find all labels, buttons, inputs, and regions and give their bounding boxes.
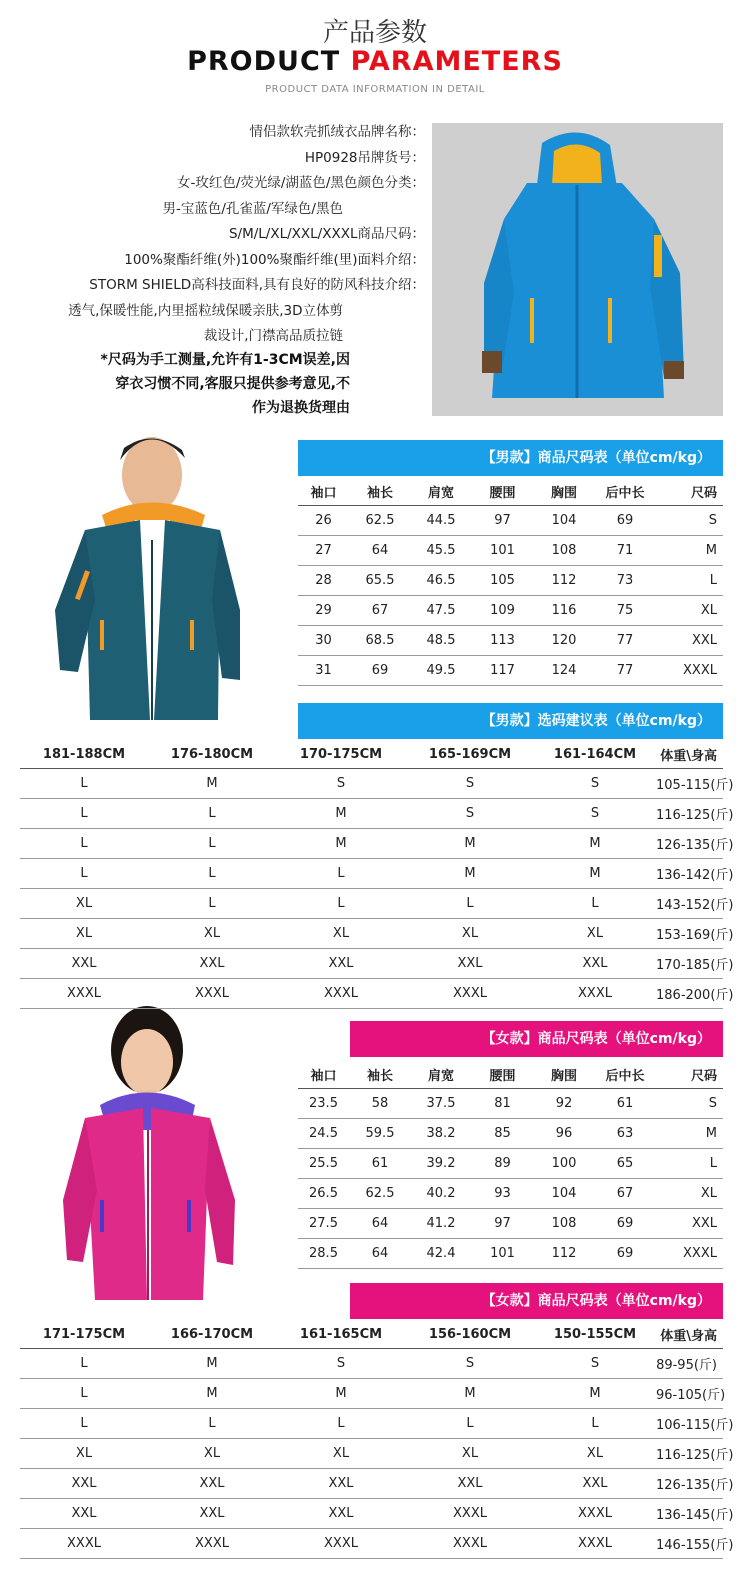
table-row (20, 1439, 723, 1469)
info-key: 面料介绍： (357, 251, 425, 268)
table-cell: 69 (594, 1209, 656, 1239)
table-cell: 113 (471, 626, 534, 656)
row-label-cell: 89-95(斤) (656, 1349, 723, 1379)
table-cell: S (406, 769, 534, 799)
women-fit-chart (20, 1321, 734, 1559)
product-photo-blue-jacket (432, 123, 723, 416)
row-label-cell: 105-115(斤) (656, 769, 723, 799)
info-row (15, 299, 425, 325)
table-row (298, 566, 723, 596)
product-info (15, 120, 425, 350)
table-row (20, 1529, 723, 1559)
col-header: 腰围 (471, 1061, 534, 1089)
table-cell: XXXL (406, 979, 534, 1009)
row-label-cell: 116-125(斤) (656, 1439, 723, 1469)
table-cell: S (276, 1349, 406, 1379)
product-photo-man (40, 420, 245, 730)
table-cell: 81 (471, 1089, 534, 1119)
table-cell: 62.5 (349, 1179, 411, 1209)
table-cell: XXL (406, 1469, 534, 1499)
col-header: 尺码 (656, 1061, 723, 1089)
info-row (15, 197, 425, 223)
table-cell: 116 (534, 596, 594, 626)
table-cell: XXXL (534, 979, 656, 1009)
table-cell: XXL (20, 949, 148, 979)
info-row (15, 248, 425, 274)
section-subtitle: PRODUCT DATA INFORMATION IN DETAIL (265, 84, 485, 95)
info-key: 科技介绍： (357, 277, 425, 293)
table-cell: XXL (276, 949, 406, 979)
table-cell: XXXL (20, 979, 148, 1009)
info-row (15, 222, 425, 248)
women-size-chart (298, 1061, 723, 1269)
table-cell: XXXL (406, 1529, 534, 1559)
women-fit-banner: 【女款】商品尺码表（单位cm/kg） (350, 1283, 723, 1319)
table-cell: 73 (594, 566, 656, 596)
col-header: 袖长 (349, 1061, 411, 1089)
table-cell: XXL (20, 1499, 148, 1529)
table-cell: 68.5 (349, 626, 411, 656)
row-label-cell: 143-152(斤) (656, 889, 723, 919)
col-header: 体重\身高 (656, 741, 723, 769)
men-fit-table (20, 741, 734, 1009)
table-cell: XL (276, 919, 406, 949)
table-cell: 93 (471, 1179, 534, 1209)
table-row (298, 1179, 723, 1209)
table-cell: M (534, 1379, 656, 1409)
col-header: 170-175CM (276, 741, 406, 769)
table-cell: 112 (534, 1239, 594, 1269)
table-cell: XXL (276, 1469, 406, 1499)
table-cell: L (20, 1379, 148, 1409)
table-row (20, 859, 723, 889)
table-cell: L (406, 889, 534, 919)
table-cell: 65 (594, 1149, 656, 1179)
table-cell: 64 (349, 536, 411, 566)
info-key: 商品尺码： (357, 226, 425, 242)
table-header-row (298, 478, 723, 506)
table-cell: XL (148, 919, 276, 949)
table-cell: S (406, 1349, 534, 1379)
row-label-cell: 116-125(斤) (656, 799, 723, 829)
table-cell: XXL (148, 1469, 276, 1499)
men-fit-chart (20, 741, 734, 1009)
col-header: 165-169CM (406, 741, 534, 769)
table-row (20, 919, 723, 949)
table-cell: 31 (298, 656, 349, 686)
table-row (20, 979, 723, 1009)
table-cell: M (406, 1379, 534, 1409)
row-label-cell: M (656, 536, 723, 566)
table-cell: XXXL (148, 979, 276, 1009)
table-cell: 69 (594, 506, 656, 536)
table-cell: XXL (534, 949, 656, 979)
table-cell: 101 (471, 1239, 534, 1269)
table-cell: 27 (298, 536, 349, 566)
table-cell: XXXL (534, 1529, 656, 1559)
table-cell: 41.2 (411, 1209, 471, 1239)
row-label-cell: S (656, 506, 723, 536)
col-header: 袖口 (298, 1061, 349, 1089)
col-header: 袖长 (349, 478, 411, 506)
table-cell: 25.5 (298, 1149, 349, 1179)
row-label-cell: 170-185(斤) (656, 949, 723, 979)
table-cell: XXXL (276, 979, 406, 1009)
col-header: 156-160CM (406, 1321, 534, 1349)
women-fit-banner-wrap (350, 1283, 723, 1319)
table-cell: 97 (471, 506, 534, 536)
table-cell: 28.5 (298, 1239, 349, 1269)
table-cell: 44.5 (411, 506, 471, 536)
table-cell: S (276, 769, 406, 799)
table-cell: XL (406, 1439, 534, 1469)
table-cell: 92 (534, 1089, 594, 1119)
table-cell: XXXL (406, 1499, 534, 1529)
col-header: 肩宽 (411, 478, 471, 506)
table-cell: XL (20, 919, 148, 949)
table-cell: XXXL (534, 1499, 656, 1529)
table-cell: M (406, 829, 534, 859)
table-header-row (298, 1061, 723, 1089)
row-label-cell: XXL (656, 1209, 723, 1239)
table-cell: 77 (594, 626, 656, 656)
row-label-cell: L (656, 566, 723, 596)
col-header: 176-180CM (148, 741, 276, 769)
row-label-cell: 186-200(斤) (656, 979, 723, 1009)
row-label-cell: 153-169(斤) (656, 919, 723, 949)
info-row (15, 273, 425, 299)
table-cell: XXL (534, 1469, 656, 1499)
table-cell: S (406, 799, 534, 829)
size-note-line: 穿衣习惯不同,客服只提供参考意见,不 (115, 376, 350, 392)
table-cell: 48.5 (411, 626, 471, 656)
table-row (298, 1149, 723, 1179)
info-value: 情侣款软壳抓绒衣 (249, 124, 358, 140)
info-key: 吊牌货号： (357, 149, 425, 166)
info-value: 100%聚酯纤维(外)100%聚酯纤维(里) (124, 251, 358, 268)
col-header: 161-164CM (534, 741, 656, 769)
table-cell: 26 (298, 506, 349, 536)
table-cell: 38.2 (411, 1119, 471, 1149)
table-cell: 101 (471, 536, 534, 566)
table-cell: L (148, 859, 276, 889)
table-cell: 89 (471, 1149, 534, 1179)
table-cell: L (276, 1409, 406, 1439)
col-header: 后中长 (594, 1061, 656, 1089)
table-cell: XXXL (20, 1529, 148, 1559)
table-cell: L (148, 1409, 276, 1439)
info-value: STORM SHIELD高科技面料,具有良好的防风 (89, 277, 358, 293)
table-cell: 28 (298, 566, 349, 596)
row-label-cell: 96-105(斤) (656, 1379, 723, 1409)
table-cell: M (148, 769, 276, 799)
info-row (15, 146, 425, 172)
table-cell: L (20, 1409, 148, 1439)
col-header: 肩宽 (411, 1061, 471, 1089)
table-row (298, 506, 723, 536)
men-fit-banner-wrap (298, 703, 723, 739)
table-row (298, 1209, 723, 1239)
info-key: 品牌名称： (357, 124, 425, 140)
table-cell: 63 (594, 1119, 656, 1149)
table-cell: 77 (594, 656, 656, 686)
table-cell: L (20, 1349, 148, 1379)
col-header: 161-165CM (276, 1321, 406, 1349)
table-cell: 49.5 (411, 656, 471, 686)
table-cell: M (276, 1379, 406, 1409)
table-cell: L (276, 889, 406, 919)
table-cell: M (534, 859, 656, 889)
table-cell: XXXL (276, 1529, 406, 1559)
table-cell: 75 (594, 596, 656, 626)
row-label-cell: 136-142(斤) (656, 859, 723, 889)
table-cell: 117 (471, 656, 534, 686)
table-row (20, 1349, 723, 1379)
title-en-black: PRODUCT (187, 46, 351, 77)
col-header: 166-170CM (148, 1321, 276, 1349)
table-cell: 47.5 (411, 596, 471, 626)
table-cell: L (148, 829, 276, 859)
col-header: 150-155CM (534, 1321, 656, 1349)
table-cell: 120 (534, 626, 594, 656)
table-cell: 64 (349, 1239, 411, 1269)
row-label-cell: 106-115(斤) (656, 1409, 723, 1439)
size-note (20, 348, 350, 420)
table-cell: 64 (349, 1209, 411, 1239)
row-label-cell: 146-155(斤) (656, 1529, 723, 1559)
men-size-chart (298, 440, 723, 686)
table-row (298, 536, 723, 566)
table-row (20, 1409, 723, 1439)
table-row (20, 889, 723, 919)
table-cell: 85 (471, 1119, 534, 1149)
table-row (298, 596, 723, 626)
table-cell: 62.5 (349, 506, 411, 536)
table-cell: XL (276, 1439, 406, 1469)
size-note-line: 作为退换货理由 (252, 400, 350, 416)
info-row (15, 324, 425, 350)
table-cell: 108 (534, 536, 594, 566)
table-cell: XL (534, 919, 656, 949)
table-cell: M (534, 829, 656, 859)
table-row (20, 1379, 723, 1409)
section-title-cn: 产品参数 (322, 18, 427, 48)
table-cell: XL (148, 1439, 276, 1469)
table-cell: 96 (534, 1119, 594, 1149)
col-header: 171-175CM (20, 1321, 148, 1349)
col-header: 后中长 (594, 478, 656, 506)
table-row (298, 1089, 723, 1119)
table-row (20, 799, 723, 829)
row-label-cell: 126-135(斤) (656, 829, 723, 859)
table-cell: 65.5 (349, 566, 411, 596)
table-cell: 29 (298, 596, 349, 626)
info-value: S/M/L/XL/XXL/XXXL (228, 226, 358, 242)
col-header: 袖口 (298, 478, 349, 506)
table-cell: 26.5 (298, 1179, 349, 1209)
table-cell: 40.2 (411, 1179, 471, 1209)
table-cell: 46.5 (411, 566, 471, 596)
table-row (20, 1469, 723, 1499)
table-cell: 105 (471, 566, 534, 596)
table-row (298, 1239, 723, 1269)
table-cell: XXL (148, 949, 276, 979)
table-cell: 69 (349, 656, 411, 686)
table-cell: 124 (534, 656, 594, 686)
women-size-table (298, 1061, 723, 1269)
table-row (20, 1499, 723, 1529)
table-cell: S (534, 1349, 656, 1379)
info-row (15, 171, 425, 197)
info-value: 裁设计,门襟高品质拉链 (203, 328, 343, 344)
table-cell: XXL (276, 1499, 406, 1529)
table-row (20, 829, 723, 859)
table-cell: M (148, 1379, 276, 1409)
table-cell: XXL (406, 949, 534, 979)
women-size-banner-wrap (350, 1021, 723, 1057)
table-cell: XL (406, 919, 534, 949)
table-cell: 58 (349, 1089, 411, 1119)
table-cell: XXL (148, 1499, 276, 1529)
table-cell: M (276, 829, 406, 859)
info-value: HP0928 (304, 149, 358, 166)
row-label-cell: XXXL (656, 1239, 723, 1269)
table-cell: S (534, 769, 656, 799)
size-note-line: *尺码为手工测量,允许有1-3CM误差,因 (100, 352, 350, 368)
col-header: 尺码 (656, 478, 723, 506)
table-cell: XL (20, 1439, 148, 1469)
table-cell: M (276, 799, 406, 829)
table-cell: L (406, 1409, 534, 1439)
table-row (20, 769, 723, 799)
col-header: 胸围 (534, 478, 594, 506)
section-title-en (0, 46, 750, 77)
table-cell: 108 (534, 1209, 594, 1239)
table-cell: S (534, 799, 656, 829)
table-cell: 61 (349, 1149, 411, 1179)
table-cell: 23.5 (298, 1089, 349, 1119)
row-label-cell: 126-135(斤) (656, 1469, 723, 1499)
men-fit-banner: 【男款】选码建议表（单位cm/kg） (298, 703, 723, 739)
table-cell: M (148, 1349, 276, 1379)
table-cell: 97 (471, 1209, 534, 1239)
row-label-cell: XXXL (656, 656, 723, 686)
table-cell: XXXL (148, 1529, 276, 1559)
women-size-banner: 【女款】商品尺码表（单位cm/kg） (350, 1021, 723, 1057)
men-size-banner: 【男款】商品尺码表（单位cm/kg） (298, 440, 723, 476)
table-header-row (20, 1321, 723, 1349)
info-value: 男-宝蓝色/孔雀蓝/军绿色/黑色 (162, 200, 343, 217)
table-cell: L (148, 799, 276, 829)
info-value: 女-玫红色/荧光绿/湖蓝色/黑色 (176, 175, 358, 191)
info-key: 颜色分类： (357, 175, 425, 191)
col-header: 腰围 (471, 478, 534, 506)
table-cell: L (20, 799, 148, 829)
table-cell: L (276, 859, 406, 889)
table-cell: 39.2 (411, 1149, 471, 1179)
row-label-cell: S (656, 1089, 723, 1119)
table-cell: XL (20, 889, 148, 919)
table-row (298, 626, 723, 656)
col-header: 181-188CM (20, 741, 148, 769)
product-photo-woman (55, 1000, 240, 1310)
table-cell: 27.5 (298, 1209, 349, 1239)
table-cell: 104 (534, 506, 594, 536)
table-cell: 24.5 (298, 1119, 349, 1149)
table-cell: 69 (594, 1239, 656, 1269)
table-row (298, 656, 723, 686)
table-cell: 109 (471, 596, 534, 626)
table-cell: 67 (349, 596, 411, 626)
title-en-red: PARAMETERS (350, 46, 563, 77)
row-label-cell: XXL (656, 626, 723, 656)
table-cell: 42.4 (411, 1239, 471, 1269)
table-cell: L (20, 769, 148, 799)
row-label-cell: XL (656, 1179, 723, 1209)
men-size-table (298, 478, 723, 686)
col-header: 胸围 (534, 1061, 594, 1089)
table-cell: 30 (298, 626, 349, 656)
table-cell: M (406, 859, 534, 889)
table-cell: 45.5 (411, 536, 471, 566)
table-cell: XXL (20, 1469, 148, 1499)
row-label-cell: L (656, 1149, 723, 1179)
women-fit-table (20, 1321, 734, 1559)
table-cell: 104 (534, 1179, 594, 1209)
table-cell: 61 (594, 1089, 656, 1119)
col-header: 体重\身高 (656, 1321, 723, 1349)
table-cell: L (20, 859, 148, 889)
info-value: 透气,保暖性能,内里摇粒绒保暖亲肤,3D立体剪 (68, 302, 343, 319)
row-label-cell: M (656, 1119, 723, 1149)
table-cell: 71 (594, 536, 656, 566)
table-cell: XL (534, 1439, 656, 1469)
table-cell: 59.5 (349, 1119, 411, 1149)
table-cell: L (534, 1409, 656, 1439)
table-cell: 67 (594, 1179, 656, 1209)
table-row (298, 1119, 723, 1149)
table-cell: L (148, 889, 276, 919)
table-cell: 112 (534, 566, 594, 596)
table-cell: L (534, 889, 656, 919)
table-header-row (20, 741, 723, 769)
row-label-cell: 136-145(斤) (656, 1499, 723, 1529)
table-cell: 37.5 (411, 1089, 471, 1119)
table-cell: L (20, 829, 148, 859)
info-row (15, 120, 425, 146)
row-label-cell: XL (656, 596, 723, 626)
table-row (20, 949, 723, 979)
table-cell: 100 (534, 1149, 594, 1179)
